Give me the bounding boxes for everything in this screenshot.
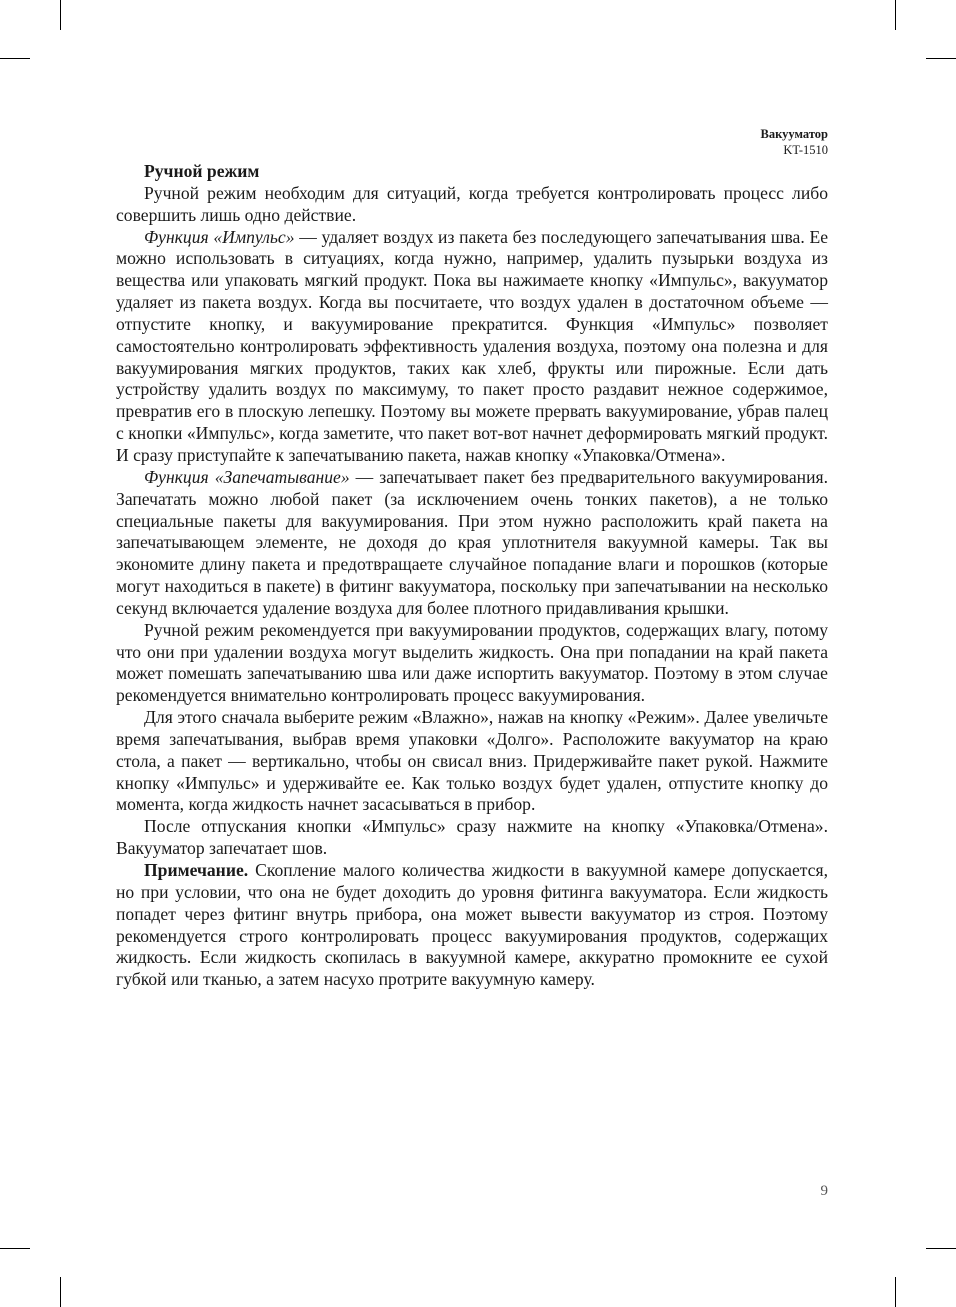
page-body	[116, 161, 828, 991]
crop-mark-top-right-vertical	[895, 0, 896, 30]
crop-mark-top-left-horizontal	[0, 58, 30, 59]
crop-mark-bottom-right-vertical	[895, 1277, 896, 1307]
paragraph-recommend: Ручной режим рекомендуется при вакуумировании продуктов, содержащих влагу, потому что они при удалении воздуха могут выделить жидкость. Она при попадании на край пакета может помешать запечатыванию шва или даже испортить вакууматор. Поэтому в этом случае рекомендуется внимательно контролировать процесс вакуумирования.	[116, 619, 828, 706]
crop-mark-bottom-left-horizontal	[0, 1248, 30, 1249]
paragraph-intro: Ручной режим необходим для ситуаций, когда требуется контролировать процесс либо совершить лишь одно действие.	[116, 182, 828, 225]
header-model: KT-1510	[783, 143, 828, 157]
paragraph-impulse	[116, 227, 828, 467]
impulse-term: Функция «Импульс»	[144, 226, 295, 247]
paragraph-seal	[116, 467, 828, 620]
header-product-name: Вакууматор	[760, 127, 828, 141]
crop-mark-top-left-vertical	[60, 0, 61, 30]
note-label: Примечание.	[144, 860, 249, 880]
crop-mark-top-right-horizontal	[926, 58, 956, 59]
crop-mark-bottom-right-horizontal	[926, 1248, 956, 1249]
paragraph-steps: Для этого сначала выберите режим «Влажно», нажав на кнопку «Режим». Далее увеличьте время запечатывания, выбрав время упаковки «Долго». Расположите вакууматор на краю стола, а пакет — вертикально, чтобы он свисал вниз. Придерживайте пакет рукой. Нажмите кнопку «Импульс» и удерживайте ее. Как только воздух будет удален, отпустите кнопку до момента, когда жидкость начнет засасываться в прибор.	[116, 707, 828, 815]
note-text: Скопление малого количества жидкости в вакуумной камере допускается, но при условии, что она не будет доходить до уровня фитинга вакууматора. Если жидкость попадет через фитинг внутрь прибора, она может вывести вакууматор из строя. Поэтому рекомендуется строго контролировать процесс вакуумирования продуктов, содержащих жидкость. Если жидкость скопилась в вакуумной камере, аккуратно промокните ее сухой губкой или тканью, а затем насухо протрите вакуумную камеру.	[116, 860, 828, 990]
impulse-text: — удаляет воздух из пакета без последующего запечатывания шва. Ее можно использовать в ситуациях, когда нужно, например, удалить пузырьки воздуха из вещества или упаковать мягкий продукт. Пока вы нажимаете кнопку «Импульс», вакууматор удаляет из пакета воздух. Когда вы посчитаете, что воздух удален в достаточном объеме — отпустите кнопку, и вакуумирование прекратится. Функция «Импульс» позволяет самостоятельно контролировать эффективность удаления воздуха, поэтому она полезна и для вакуумирования мягких продуктов, таких как хлеб, фрукты или пирожные. Если дать устройству удалить воздух по максимуму, то пакет просто раздавит нежное содержимое, превратив его в плоскую лепешку. Поэтому вы можете прервать вакуумирование, убрав палец с кнопки «Импульс», когда заметите, что пакет вот-вот начнет деформировать мягкий продукт. И сразу приступайте к запечатыванию пакета, нажав кнопку «Упаковка/Отмена».	[116, 226, 829, 465]
running-header	[761, 126, 828, 158]
paragraph-after: После отпускания кнопки «Импульс» сразу нажмите на кнопку «Упаковка/Отмена». Вакууматор запечатает шов.	[116, 816, 828, 859]
seal-text: — запечатывает пакет без предварительного вакуумирования. Запечатать можно любой пакет (за исключением очень тонких пакетов), а не только специальные пакеты для вакуумирования. При этом нужно расположить край пакета на запечатывающем элементе, не доходя до края уплотнителя вакуумной камеры. Так вы экономите длину пакета и предотвращаете случайное попадание влаги и порошков (которые могут находиться в пакете) в фитинг вакууматора, поскольку при запечатывании на несколько секунд включается удаление воздуха для более плотного придавливания крышки.	[116, 466, 829, 618]
seal-term: Функция «Запечатывание»	[144, 466, 350, 487]
section-title: Ручной режим	[144, 161, 260, 181]
crop-mark-bottom-left-vertical	[60, 1277, 61, 1307]
paragraph-note	[116, 860, 828, 991]
page-number: 9	[820, 1183, 828, 1199]
